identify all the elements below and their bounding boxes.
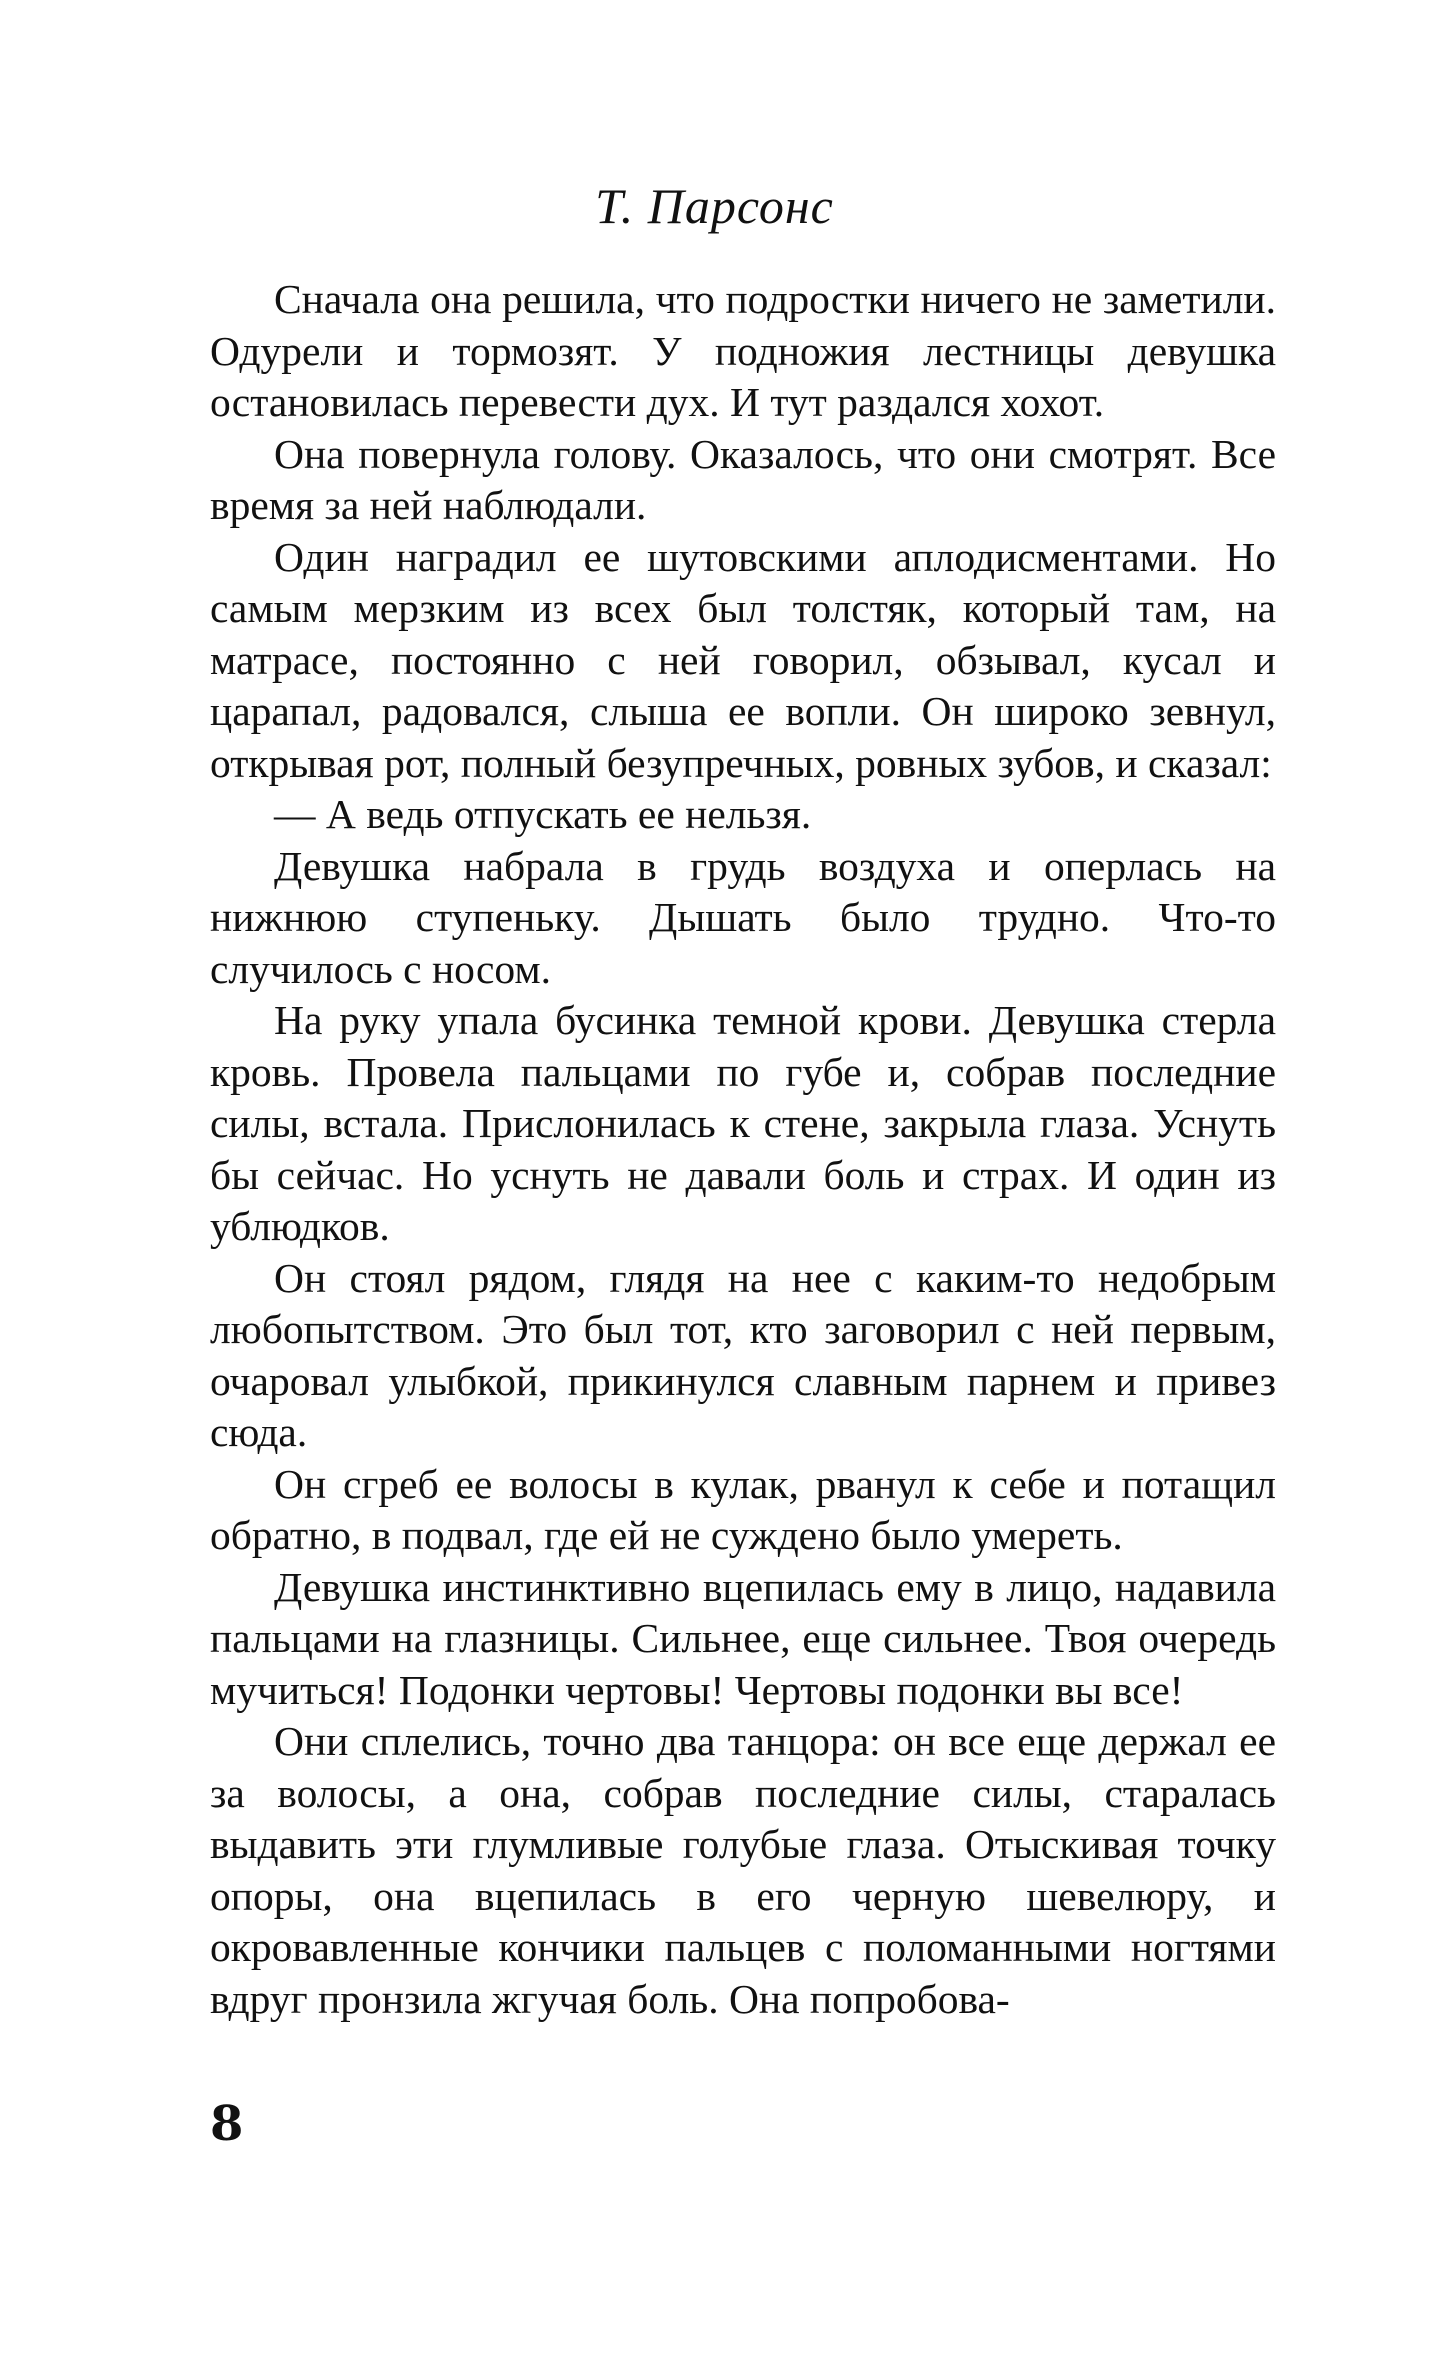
paragraph: Он сгреб ее волосы в кулак, рванул к себе и потащил обратно, в подвал, где ей не суждено было умереть.	[210, 1460, 1276, 1558]
running-head: Т. Парсонс	[595, 178, 834, 234]
paragraph: Они сплелись, точно два танцора: он все еще держал ее за волосы, а она, собрав последние силы, старалась выдавить эти глумливые голубые глаза. Отыскивая точку опоры, она вцепилась в его черную шевелюру, и окровавленные кончики пальцев с поломанными ногтями вдруг пронзила жгучая боль. Она попробова-	[210, 1718, 1276, 2022]
paragraph: На руку упала бусинка темной крови. Девушка стерла кровь. Провела пальцами по губе и, собрав последние силы, встала. Прислонилась к стене, закрыла глаза. Уснуть бы сейчас. Но уснуть не давали боль и страх. И один из ублюдков.	[210, 997, 1276, 1249]
paragraph: Девушка набрала в грудь воздуха и оперлась на нижнюю ступеньку. Дышать было трудно. Что-то случилось с носом.	[210, 842, 1276, 992]
paragraph: Один наградил ее шутовскими аплодисментами. Но самым мерзким из всех был толстяк, который там, на матрасе, постоянно с ней говорил, обзывал, кусал и царапал, радовался, слыша ее вопли. Он широко зевнул, открывая рот, полный безупречных, ровных зубов, и сказал:	[210, 533, 1276, 786]
paragraph: Сначала она решила, что подростки ничего не заметили. Одурели и тормозят. У подножия лестницы девушка остановилась перевести дух. И тут раздался хохот.	[210, 276, 1276, 425]
body-text	[210, 274, 1276, 2025]
paragraph: Девушка инстинктивно вцепилась ему в лицо, надавила пальцами на глазницы. Сильнее, еще сильнее. Твоя очередь мучиться! Подонки чертовы! Чертовы подонки вы все!	[210, 1563, 1276, 1713]
paragraph: Он стоял рядом, глядя на нее с каким-то недобрым любопытством. Это был тот, кто заговорил с ней первым, очаровал улыбкой, прикинулся славным парнем и привез сюда.	[210, 1254, 1276, 1455]
page-number: 8	[210, 2096, 244, 2152]
paragraph: — А ведь отпускать ее нельзя.	[274, 791, 812, 837]
paragraph: Она повернула голову. Оказалось, что они смотрят. Все время за ней наблюдали.	[210, 430, 1276, 528]
